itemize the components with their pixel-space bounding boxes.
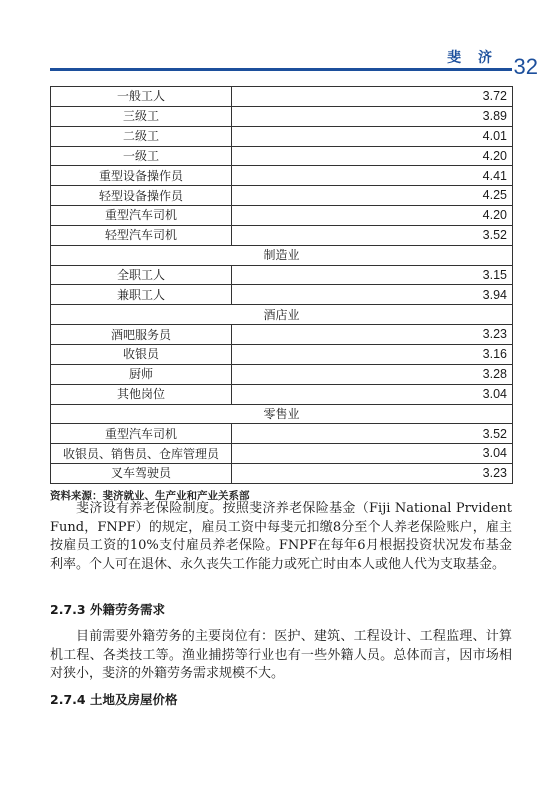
job-cell: 轻型设备操作员 [51,186,232,206]
wage-cell: 3.72 [232,87,513,107]
pension-paragraph: 斐济设有养老保险制度。按照斐济养老保险基金（Fiji National Prvident Fund，FNPF）的规定，雇员工资中每斐元扣缴8分至个人养老保险账户，雇主按雇员工资的10%支付雇员养老保险。FNPF在每年6月根据投资状况发布基金利率。个人可在退休、永久丧失工作能力或死亡时由本人或他人代为支取基金。 [50,501,512,572]
job-cell: 叉车驾驶员 [51,464,232,484]
job-cell: 收银员 [51,344,232,364]
job-cell: 二级工 [51,126,232,146]
job-cell: 重型设备操作员 [51,166,232,186]
section-heading-manufacturing: 制造业 [51,245,513,265]
wage-cell: 4.20 [232,146,513,166]
job-cell: 一级工 [51,146,232,166]
job-cell: 重型汽车司机 [51,206,232,226]
table-row [51,364,513,384]
wage-cell: 4.20 [232,206,513,226]
table-row [51,384,513,404]
section-heading-hotel: 酒店业 [51,305,513,325]
wage-cell: 3.28 [232,364,513,384]
wage-cell: 4.01 [232,126,513,146]
wage-cell: 3.23 [232,464,513,484]
table-row [51,87,513,107]
section-row [51,245,513,265]
wage-cell: 3.89 [232,106,513,126]
job-cell: 轻型汽车司机 [51,225,232,245]
page-number: 32 [513,54,538,79]
table-row [51,444,513,464]
table-row [51,126,513,146]
table-row [51,206,513,226]
wage-cell: 4.25 [232,186,513,206]
table-row [51,166,513,186]
wage-cell: 3.15 [232,265,513,285]
section-row [51,404,513,424]
job-cell: 兼职工人 [51,285,232,305]
table-row [51,464,513,484]
wage-cell: 3.94 [232,285,513,305]
table-row [51,106,513,126]
foreign-labor-paragraph: 目前需要外籍劳务的主要岗位有：医护、建筑、工程设计、工程监理、计算机工程、各类技工等。渔业捕捞等行业也有一些外籍人员。总体而言，因市场相对狭小，斐济的外籍劳务需求规模不大。 [50,629,512,682]
header-rule [50,68,512,71]
section-heading-foreign-labor: 2.7.3 外籍劳务需求 [50,602,165,617]
wage-cell: 4.41 [232,166,513,186]
table-row [51,285,513,305]
job-cell: 酒吧服务员 [51,325,232,345]
job-cell: 三级工 [51,106,232,126]
job-cell: 重型汽车司机 [51,424,232,444]
wage-cell: 3.16 [232,344,513,364]
wage-table [50,86,513,484]
table-row [51,225,513,245]
wage-cell: 3.04 [232,444,513,464]
wage-cell: 3.23 [232,325,513,345]
section-row [51,305,513,325]
wage-cell: 3.52 [232,424,513,444]
wage-cell: 3.04 [232,384,513,404]
job-cell: 一般工人 [51,87,232,107]
wage-cell: 3.52 [232,225,513,245]
table-row [51,424,513,444]
job-cell: 其他岗位 [51,384,232,404]
section-heading-retail: 零售业 [51,404,513,424]
job-cell: 全职工人 [51,265,232,285]
table-row [51,186,513,206]
table-source-note: 资料来源：斐济就业、生产业和产业关系部 [50,490,250,502]
section-heading-land-prices: 2.7.4 土地及房屋价格 [50,692,178,707]
table-row [51,265,513,285]
table-row [51,344,513,364]
table-row [51,325,513,345]
job-cell: 厨师 [51,364,232,384]
header-title: 斐 济 [447,50,498,66]
page-header [50,0,540,79]
table-row [51,146,513,166]
job-cell: 收银员、销售员、仓库管理员 [51,444,232,464]
